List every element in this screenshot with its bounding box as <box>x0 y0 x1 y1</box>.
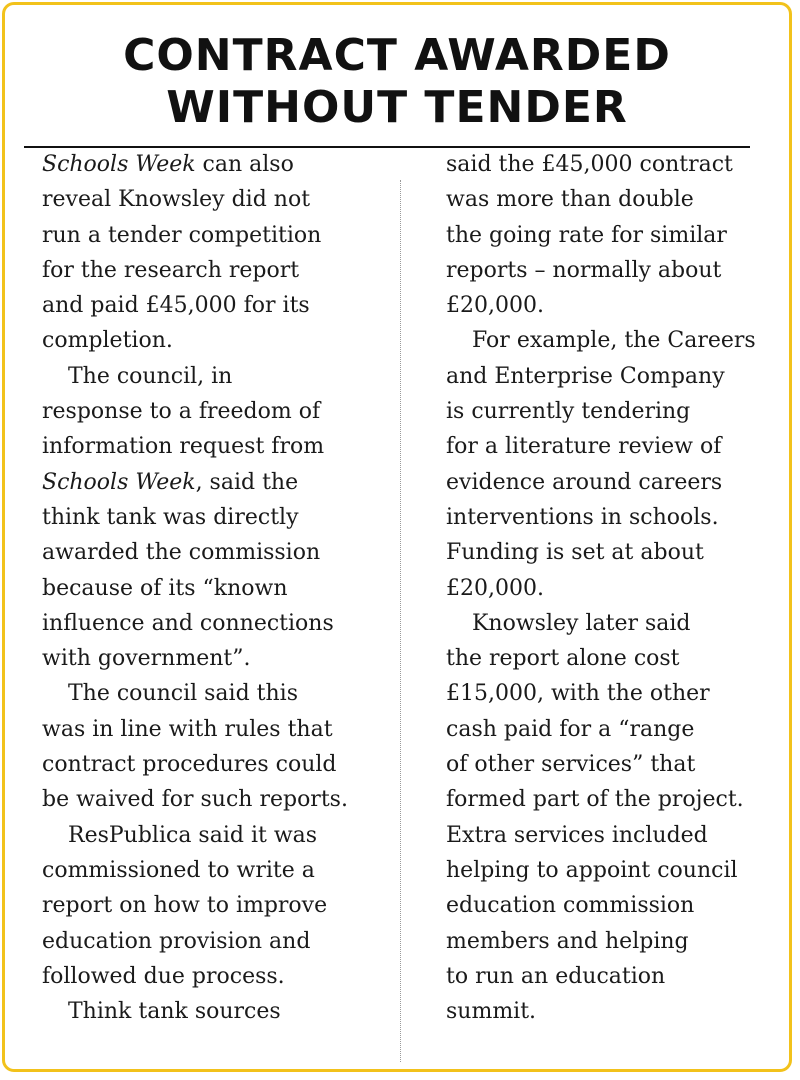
headline-line-2: WITHOUT TENDER <box>166 82 628 133</box>
line-text: evidence around careers <box>446 469 723 495</box>
text-line <box>42 359 392 394</box>
right-column <box>446 147 786 1029</box>
text-line <box>42 182 392 217</box>
text-line <box>42 323 392 358</box>
line-text: the report alone cost <box>446 646 680 672</box>
text-line <box>446 994 786 1029</box>
article-headline <box>0 30 794 134</box>
line-text: The council, in <box>68 363 233 389</box>
text-line <box>42 253 392 288</box>
line-text: be waived for such reports. <box>42 787 348 813</box>
text-line <box>42 712 392 747</box>
publication-name: Schools Week <box>42 152 196 177</box>
line-text: For example, the Careers <box>472 328 756 354</box>
text-line <box>42 641 392 676</box>
line-text: helping to appoint council <box>446 857 738 883</box>
line-text: because of its “known <box>42 575 288 601</box>
text-line <box>42 924 392 959</box>
text-line <box>446 606 786 641</box>
text-line <box>42 394 392 429</box>
line-text: and paid £45,000 for its <box>42 293 310 319</box>
text-line <box>446 853 786 888</box>
line-text: for a literature review of <box>446 434 722 460</box>
text-line <box>42 288 392 323</box>
line-text: Knowsley later said <box>472 610 691 636</box>
text-line <box>42 218 392 253</box>
text-line <box>446 676 786 711</box>
text-line <box>42 535 392 570</box>
text-line <box>42 853 392 888</box>
text-line <box>446 500 786 535</box>
line-text: for the research report <box>42 257 300 283</box>
text-line <box>446 323 786 358</box>
line-text: £20,000. <box>446 575 544 601</box>
text-line <box>446 465 786 500</box>
line-text: to run an education <box>446 963 666 989</box>
text-line <box>446 924 786 959</box>
text-line <box>446 818 786 853</box>
line-text: commissioned to write a <box>42 857 315 883</box>
line-text: of other services” that <box>446 752 696 778</box>
line-text: , said the <box>195 469 299 495</box>
line-text: reveal Knowsley did not <box>42 187 311 213</box>
text-line <box>446 888 786 923</box>
line-text: can also <box>195 152 294 177</box>
text-line <box>42 500 392 535</box>
text-line <box>446 394 786 429</box>
text-line <box>446 782 786 817</box>
line-text: £15,000, with the other <box>446 681 710 707</box>
text-line <box>42 994 392 1029</box>
text-line <box>446 535 786 570</box>
line-text: followed due process. <box>42 963 285 989</box>
text-line <box>446 218 786 253</box>
line-text: influence and connections <box>42 610 334 636</box>
text-line <box>42 147 392 182</box>
text-line <box>42 782 392 817</box>
text-line <box>42 888 392 923</box>
text-line <box>42 676 392 711</box>
line-text: contract procedures could <box>42 752 337 778</box>
text-line <box>446 182 786 217</box>
column-divider <box>400 180 401 1062</box>
line-text: with government”. <box>42 646 251 672</box>
text-line <box>42 465 392 500</box>
line-text: £20,000. <box>446 293 544 319</box>
text-line <box>446 959 786 994</box>
text-line <box>446 712 786 747</box>
line-text: completion. <box>42 328 173 354</box>
text-line <box>42 571 392 606</box>
line-text: the going rate for similar <box>446 222 727 248</box>
line-text: awarded the commission <box>42 540 321 566</box>
line-text: Extra services included <box>446 822 708 848</box>
line-text: run a tender competition <box>42 222 322 248</box>
text-line <box>446 571 786 606</box>
left-column <box>42 147 392 1029</box>
line-text: The council said this <box>68 681 299 707</box>
text-line <box>42 818 392 853</box>
line-text: education commission <box>446 893 695 919</box>
text-line <box>42 959 392 994</box>
line-text: report on how to improve <box>42 893 328 919</box>
text-line <box>42 429 392 464</box>
line-text: and Enterprise Company <box>446 363 725 389</box>
line-text: members and helping <box>446 928 689 954</box>
line-text: said the £45,000 contract <box>446 152 733 177</box>
text-line <box>446 359 786 394</box>
line-text: information request from <box>42 434 325 460</box>
line-text: formed part of the project. <box>446 787 744 813</box>
line-text: ResPublica said it was <box>68 822 318 848</box>
line-text: interventions in schools. <box>446 504 719 530</box>
text-line <box>446 147 786 182</box>
text-line <box>446 288 786 323</box>
text-line <box>42 747 392 782</box>
text-line <box>446 253 786 288</box>
line-text: is currently tendering <box>446 399 691 425</box>
line-text: think tank was directly <box>42 504 299 530</box>
headline-line-1: CONTRACT AWARDED <box>123 30 671 81</box>
line-text: response to a freedom of <box>42 399 321 425</box>
line-text: was in line with rules that <box>42 716 333 742</box>
text-line <box>446 429 786 464</box>
line-text: education provision and <box>42 928 311 954</box>
line-text: was more than double <box>446 187 694 213</box>
text-line <box>42 606 392 641</box>
line-text: cash paid for a “range <box>446 716 695 742</box>
text-line <box>446 641 786 676</box>
publication-name: Schools Week <box>42 469 196 495</box>
line-text: Funding is set at about <box>446 540 704 566</box>
line-text: Think tank sources <box>68 999 281 1025</box>
line-text: reports – normally about <box>446 257 722 283</box>
line-text: summit. <box>446 999 537 1025</box>
text-line <box>446 747 786 782</box>
